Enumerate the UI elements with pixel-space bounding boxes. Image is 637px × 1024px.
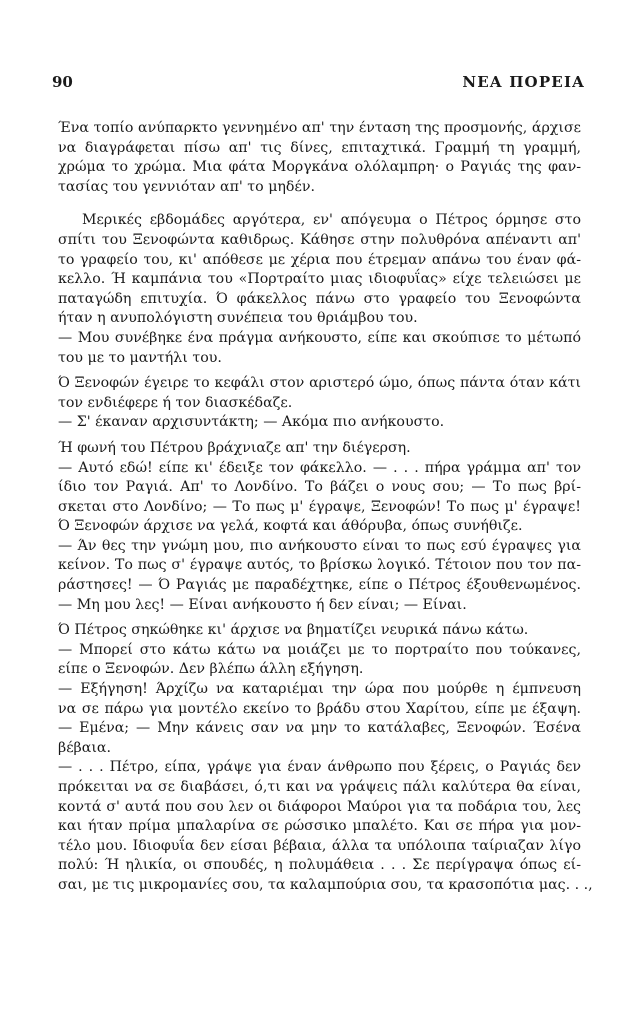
- text-line: Ό Ξενοφών άρχισε να γελά, κοφτά και άθόρυβα, όπως συνήθιζε.: [58, 518, 523, 535]
- text-line: κείνον. Το πως σ' έγραψε αυτός, το βρίσκω λογικό. Τέτοιον που τον πα-: [58, 557, 581, 574]
- text-line: να σε πάρω για μοντέλο εκείνο το βράδυ στου Χαρίτου, είπε με έξαψη.: [58, 700, 581, 717]
- text-line: πρόκειται να σε διαβάσει, ό,τι και να γράψεις πάλι καλύτερα θα είναι,: [58, 779, 581, 795]
- text-line: τασίας του γεννιόταν απ' το μηδέν.: [58, 178, 315, 195]
- text-line: Ή φωνή του Πέτρου βράχνιαζε απ' την διέγερση.: [58, 439, 411, 456]
- text-line: το γραφείο του, κι' απόθεσε με χέρια που έτρεμαν απάνω του έναν φά-: [58, 251, 581, 268]
- text-line: — Μη μου λες! — Είναι ανήκουστο ή δεν είναι; — Είναι.: [58, 596, 467, 613]
- text-line: χρώμα το χρώμα. Μια φάτα Μοργκάνα ολόλαμπρη· ο Ραγιάς της φαν-: [58, 159, 581, 176]
- text-line: βέβαια.: [58, 739, 111, 756]
- text-line: Ό Ξενοφών έγειρε το κεφάλι στον αριστερό ώμο, όπως πάντα όταν κάτι: [58, 375, 581, 392]
- text-line: τον ενδιέφερε ή τον διασκέδαζε.: [58, 394, 293, 411]
- text-line: — Εξήγηση! Άρχίζω να καταριέμαι την ώρα που μούρθε η έμπνευση: [58, 681, 581, 698]
- text-line: πολύ: Ή ηλικία, οι σπουδές, η πολυμάθεια . . . Σε περίγραψα όπως εί-: [58, 857, 581, 874]
- paragraph-gap: [58, 197, 581, 211]
- text-line: — Μου συνέβηκε ένα πράγμα ανήκουστο, είπε και σκούπισε το μέτωπό: [58, 329, 581, 346]
- text-line: σαι, με τις μικρομανίες σου, τα καλαμπούρια σου, τα κρασοπότια μας. . .,: [58, 876, 593, 893]
- text-line: — Σ' έκαναν αρχισυντάκτη; — Ακόμα πιο ανήκουστο.: [58, 414, 445, 431]
- text-line: σκεται στο Λονδίνο; — Το πως μ' έγραψε, Ξενοφών! Το πως μ' έγραψε!: [58, 498, 581, 515]
- text-line: παταγώδη επιτυχία. Ό φάκελλος πάνω στο γραφείο του Ξενοφώντα: [58, 290, 581, 307]
- page-number: 90: [52, 73, 73, 91]
- text-line: του με το μαντήλι του.: [58, 349, 222, 366]
- text-line: — Μπορεί στο κάτω κάτω να μοιάζει με το πορτραίτο που τούκανες,: [58, 641, 581, 658]
- text-line: Ένα τοπίο ανύπαρκτο γεννημένο απ' την ένταση της προσμονής, άρχισε: [58, 120, 581, 136]
- running-header: [52, 73, 585, 91]
- text-line: κοντά σ' αυτά που σου λεν οι διάφοροι Μαύροι για τα ποδάρια του, λες: [58, 798, 581, 815]
- text-line: ήταν η ανυπολόγιστη συνέπεια του θριάμβου του.: [58, 310, 418, 327]
- text-line: να διαγράφεται πίσω απ' τις δίνες, επιταχτικά. Γραμμή τη γραμμή,: [58, 139, 581, 156]
- journal-title: ΝΕΑ ΠΟΡΕΙΑ: [462, 73, 585, 91]
- text-line: — Αυτό εδώ! είπε κι' έδειξε τον φάκελλο. — . . . πήρα γράμμα απ' τον: [58, 459, 581, 476]
- body-text: [58, 119, 593, 896]
- text-line: ίδιο τον Ραγιά. Απ' το Λονδίνο. Το βάζει ο νους σου; — Το πως βρί-: [58, 479, 581, 496]
- text-line: είπε ο Ξενοφών. Δεν βλέπω άλλη εξήγηση.: [58, 661, 364, 678]
- text-line: κελλο. Ή καμπάνια του «Πορτραίτο μιας ιδιοφυΐας» είχε τελειώσει με: [58, 271, 581, 288]
- text-line: τέλο μου. Ιδιοφυΐα δεν είσαι βέβαια, άλλα τα υπόλοιπα ταίριαζαν λίγο: [58, 837, 581, 854]
- text-line: Ό Πέτρος σηκώθηκε κι' άρχισε να βηματίζει νευρικά πάνω κάτω.: [58, 622, 529, 639]
- text-line: σπίτι του Ξενοφώντα καθιδρως. Κάθησε στην πολυθρόνα απέναντι απ': [58, 231, 581, 248]
- text-line: και ήταν πρίμα μπαλαρίνα σε ρώσσικο μπαλέτο. Και σε πήρα για μον-: [58, 818, 581, 835]
- text-line: ράστησες! — Ό Ραγιάς με παραδέχτηκε, είπε ο Πέτρος έξουθενωμένος.: [58, 577, 581, 594]
- text-line: — Εμένα; — Μην κάνεις σαν να μην το κατάλαβες, Ξενοφών. Έσένα: [58, 720, 581, 737]
- text-line: — Άν θες την γνώμη μου, πιο ανήκουστο είναι το πως εσύ έγραψες για: [58, 537, 581, 554]
- text-line: Μερικές εβδομάδες αργότερα, εν' απόγευμα ο Πέτρος όρμησε στο: [82, 212, 581, 229]
- text-line: — . . . Πέτρο, είπα, γράψε για έναν άνθρωπο που ξέρεις, ο Ραγιάς δεν: [58, 759, 581, 776]
